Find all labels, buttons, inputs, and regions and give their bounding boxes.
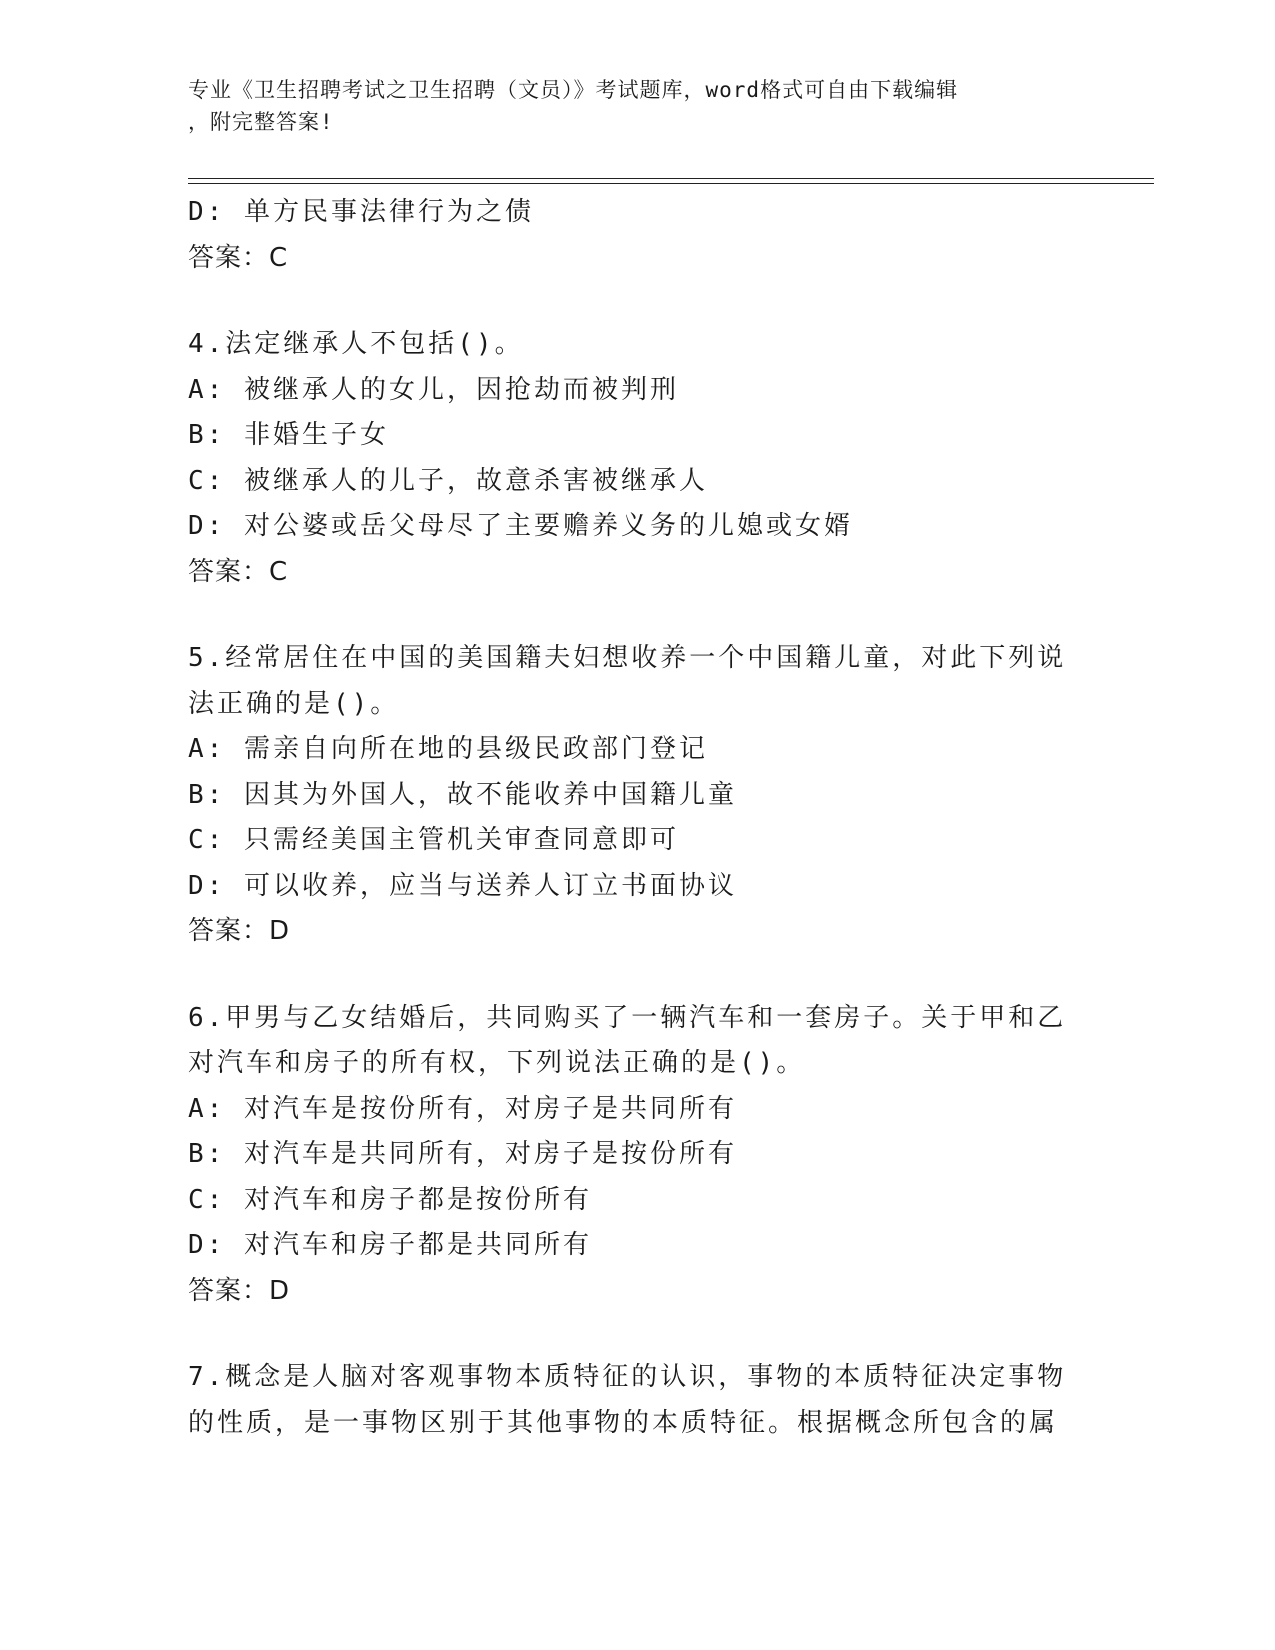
option-c: C: 只需经美国主管机关审查同意即可 bbox=[188, 825, 679, 855]
option-c: C: 被继承人的儿子，故意杀害被继承人 bbox=[188, 465, 708, 496]
option-b: B: 对汽车是共同所有，对房子是按份所有 bbox=[188, 1139, 737, 1169]
spacer bbox=[188, 595, 1068, 636]
spacer bbox=[188, 955, 1068, 996]
question-stem-cont: 的性质，是一事物区别于其他事物的本质特征。根据概念所包含的属 bbox=[188, 1407, 1059, 1438]
question-block-5 bbox=[188, 636, 1068, 955]
page-header bbox=[188, 74, 1068, 138]
question-stem: 6.甲男与乙女结婚后，共同购买了一辆汽车和一套房子。关于甲和乙 bbox=[188, 1002, 1067, 1033]
question-stem: 4.法定继承人不包括()。 bbox=[188, 329, 524, 359]
answer-line: 答案：D bbox=[188, 1275, 291, 1306]
question-block-6 bbox=[188, 996, 1068, 1315]
option-d: D: 对汽车和房子都是共同所有 bbox=[188, 1230, 592, 1260]
answer-line: 答案：C bbox=[188, 556, 289, 587]
option-d: D: 单方民事法律行为之债 bbox=[188, 197, 534, 227]
question-stem-cont: 对汽车和房子的所有权，下列说法正确的是()。 bbox=[188, 1048, 806, 1078]
header-divider bbox=[188, 178, 1154, 179]
spacer bbox=[188, 281, 1068, 322]
question-block-7 bbox=[188, 1355, 1068, 1446]
question-stem: 5.经常居住在中国的美国籍夫妇想收养一个中国籍儿童，对此下列说 bbox=[188, 643, 1067, 673]
answer-line: 答案：D bbox=[188, 916, 291, 946]
option-a: A: 需亲自向所在地的县级民政部门登记 bbox=[188, 734, 708, 764]
question-stem-cont: 法正确的是()。 bbox=[188, 688, 400, 719]
header-divider-double bbox=[188, 183, 1154, 184]
question-content bbox=[188, 190, 1068, 1446]
option-a: A: 被继承人的女儿，因抢劫而被判刑 bbox=[188, 374, 679, 405]
header-text-line1: 专业《卫生招聘考试之卫生招聘（文员）》考试题库，word格式可自由下载编辑 bbox=[188, 78, 959, 102]
option-a: A: 对汽车是按份所有，对房子是共同所有 bbox=[188, 1093, 737, 1124]
question-block-continuation bbox=[188, 190, 1068, 281]
option-c: C: 对汽车和房子都是按份所有 bbox=[188, 1184, 592, 1215]
option-d: D: 可以收养，应当与送养人订立书面协议 bbox=[188, 870, 737, 901]
option-b: B: 因其为外国人，故不能收养中国籍儿童 bbox=[188, 779, 737, 810]
question-stem: 7.概念是人脑对客观事物本质特征的认识，事物的本质特征决定事物 bbox=[188, 1362, 1067, 1392]
answer-line: 答案：C bbox=[188, 242, 289, 273]
header-text-line2: ，附完整答案! bbox=[188, 110, 334, 134]
question-block-4 bbox=[188, 322, 1068, 595]
option-d: D: 对公婆或岳父母尽了主要赡养义务的儿媳或女婿 bbox=[188, 511, 853, 541]
spacer bbox=[188, 1314, 1068, 1355]
option-b: B: 非婚生子女 bbox=[188, 420, 389, 450]
